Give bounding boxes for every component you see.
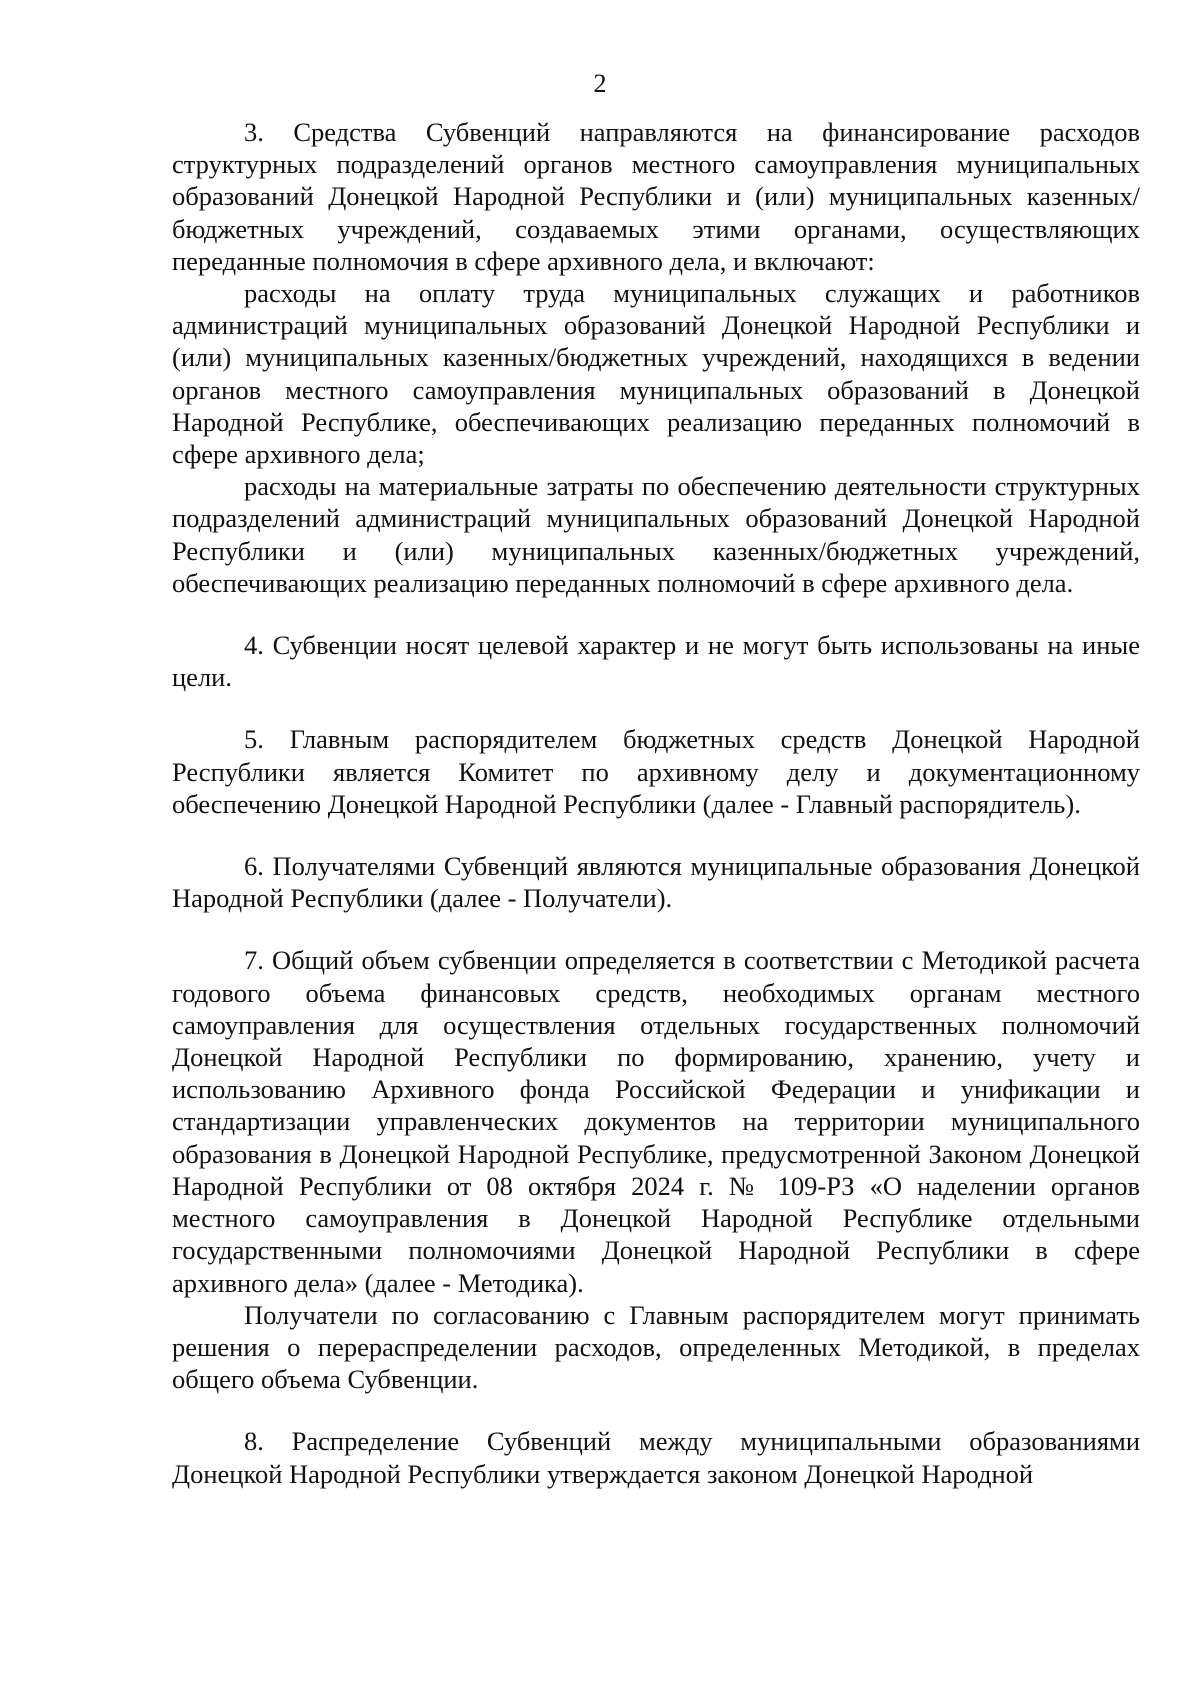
paragraph-3-material-expenses: расходы на материальные затраты по обеспечению деятельности структурных подразделений администраций муниципальных образований Донецкой Народной Республики и (или) муниципальных казенных/бюджетных учреждений, обеспечивающих реализацию переданных полномочий в сфере архивного дела.: [172, 471, 1140, 598]
document-body: [172, 116, 1140, 1490]
paragraph-6: 6. Получателями Субвенций являются муниципальные образования Донецкой Народной Республики (далее - Получатели).: [172, 851, 1140, 914]
paragraph-3: 3. Средства Субвенций направляются на финансирование расходов структурных подразделений органов местного самоуправления муниципальных образований Донецкой Народной Республики и (или) муниципальных казенных/бюджетных учреждений, создаваемых этими органами, осуществляющих переданные полномочия в сфере архивного дела, и включают:: [172, 117, 1140, 276]
paragraph-7-redistribution: Получатели по согласованию с Главным распорядителем могут принимать решения о перераспределении расходов, определенных Методикой, в пределах общего объема Субвенции.: [172, 1299, 1140, 1395]
paragraph-7: 7. Общий объем субвенции определяется в соответствии с Методикой расчета годового объема финансовых средств, необходимых органам местного самоуправления для осуществления отдельных государственных полномочий Донецкой Народной Республики по формированию, хранению, учету и использованию Архивного фонда Российской Федерации и унификации и стандартизации управленческих документов на территории муниципального образования в Донецкой Народной Республике, предусмотренной Законом Донецкой Народной Республики от 08 октября 2024 г. № 109-РЗ «О наделении органов местного самоуправления в Донецкой Народной Республике отдельными государственными полномочиями Донецкой Народной Республики в сфере архивного дела» (далее - Методика).: [172, 945, 1140, 1298]
paragraph-4: 4. Субвенции носят целевой характер и не могут быть использованы на иные цели.: [172, 630, 1140, 693]
paragraph-5: 5. Главным распорядителем бюджетных средств Донецкой Народной Республики является Комитет по архивному делу и документационному обеспечению Донецкой Народной Республики (далее - Главный распорядитель).: [172, 724, 1140, 819]
paragraph-8: 8. Распределение Субвенций между муниципальными образованиями Донецкой Народной Республики утверждается законом Донецкой Народной: [172, 1426, 1140, 1489]
paragraph-3-salary-expenses: расходы на оплату труда муниципальных служащих и работников администраций муниципальных образований Донецкой Народной Республики и (или) муниципальных казенных/бюджетных учреждений, находящихся в ведении органов местного самоуправления муниципальных образований в Донецкой Народной Республике, обеспечивающих реализацию переданных полномочий в сфере архивного дела;: [172, 278, 1140, 470]
page-number: 2: [593, 69, 607, 98]
